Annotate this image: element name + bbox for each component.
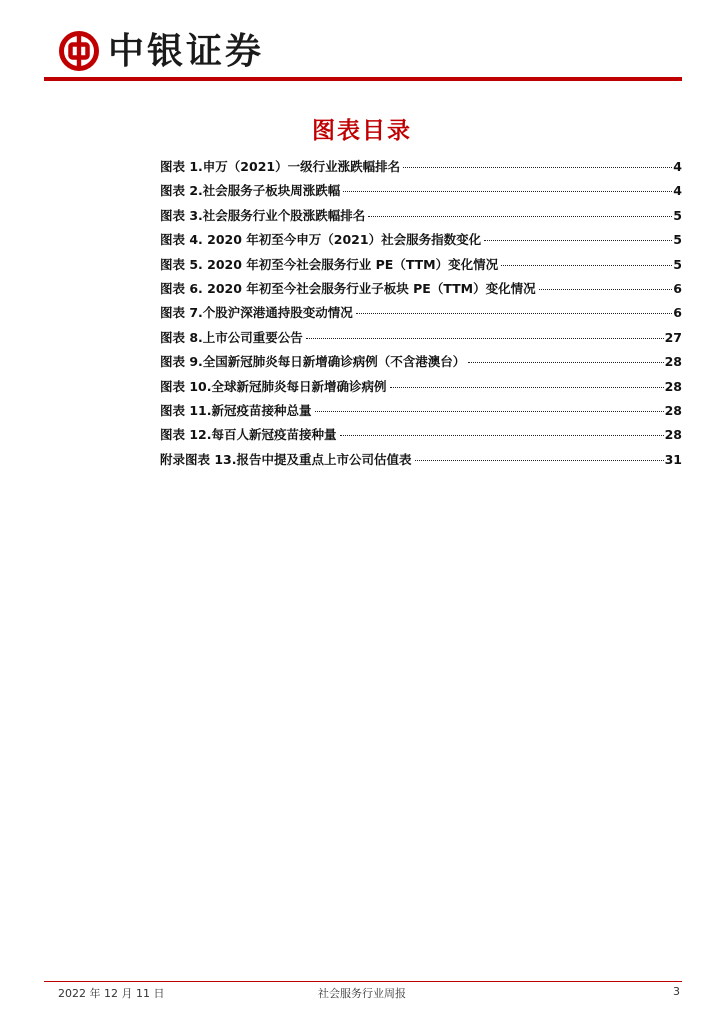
bank-of-china-logo-icon xyxy=(58,30,100,72)
toc-entry[interactable] xyxy=(160,181,682,205)
toc-entry[interactable] xyxy=(160,450,682,474)
toc-entry-page: 28 xyxy=(664,427,682,443)
toc-entry-label: 图表 11.新冠疫苗接种总量 xyxy=(160,402,312,418)
toc-title: 图表目录 xyxy=(312,118,412,144)
toc-list xyxy=(160,157,682,474)
toc-entry-label: 图表 5. 2020 年初至今社会服务行业 PE（TTM）变化情况 xyxy=(160,256,499,272)
toc-dot-leader xyxy=(501,265,672,266)
toc-entry-label: 图表 3.社会服务行业个股涨跌幅排名 xyxy=(160,207,366,223)
footer-divider xyxy=(44,981,682,982)
toc-dot-leader xyxy=(306,338,664,339)
toc-entry[interactable] xyxy=(160,255,682,279)
toc-entry-page: 4 xyxy=(673,183,682,199)
toc-entry-page: 6 xyxy=(673,280,682,296)
toc-entry-page: 28 xyxy=(664,378,682,394)
toc-entry-label: 图表 2.社会服务子板块周涨跌幅 xyxy=(160,183,341,199)
toc-dot-leader xyxy=(468,362,663,363)
toc-entry-page: 5 xyxy=(673,207,682,223)
toc-dot-leader xyxy=(368,216,672,217)
toc-entry-label: 图表 1.申万（2021）一级行业涨跌幅排名 xyxy=(160,159,401,174)
toc-entry-page: 28 xyxy=(664,354,682,370)
page-header xyxy=(58,28,264,74)
toc-entry[interactable] xyxy=(160,425,682,449)
toc-dot-leader xyxy=(343,191,672,192)
toc-entry-label: 图表 12.每百人新冠疫苗接种量 xyxy=(160,427,337,443)
toc-entry-page: 5 xyxy=(673,256,682,272)
toc-entry-label: 图表 7.个股沪深港通持股变动情况 xyxy=(160,305,353,321)
toc-dot-leader xyxy=(390,387,664,388)
toc-dot-leader xyxy=(415,460,664,461)
toc-entry-label: 图表 4. 2020 年初至今申万（2021）社会服务指数变化 xyxy=(160,232,482,248)
toc-entry-page: 31 xyxy=(664,451,682,467)
toc-dot-leader xyxy=(356,313,672,314)
footer-report-name: 社会服务行业周报 xyxy=(318,987,406,1000)
toc-entry[interactable] xyxy=(160,352,682,376)
toc-entry-page: 28 xyxy=(664,402,682,418)
brand-name: 中银证券 xyxy=(108,30,265,72)
toc-dot-leader xyxy=(403,167,672,168)
toc-entry-label: 图表 8.上市公司重要公告 xyxy=(160,329,303,345)
toc-entry[interactable] xyxy=(160,377,682,401)
header-divider xyxy=(44,77,682,81)
toc-entry-label: 图表 10.全球新冠肺炎每日新增确诊病例 xyxy=(160,378,387,394)
footer-page-number: 3 xyxy=(673,985,680,998)
toc-entry-page: 5 xyxy=(673,232,682,248)
toc-entry-page: 4 xyxy=(673,159,682,174)
toc-entry[interactable] xyxy=(160,303,682,327)
toc-dot-leader xyxy=(340,435,664,436)
toc-dot-leader xyxy=(315,411,664,412)
toc-entry[interactable] xyxy=(160,157,682,181)
toc-entry[interactable] xyxy=(160,401,682,425)
toc-entry-label: 图表 9.全国新冠肺炎每日新增确诊病例（不含港澳台） xyxy=(160,354,466,370)
toc-dot-leader xyxy=(539,289,673,290)
toc-entry[interactable] xyxy=(160,328,682,352)
toc-dot-leader xyxy=(484,240,672,241)
toc-entry[interactable] xyxy=(160,230,682,254)
toc-entry-page: 6 xyxy=(673,305,682,321)
toc-entry-page: 27 xyxy=(664,329,682,345)
footer-date: 2022 年 12 月 11 日 xyxy=(58,987,165,1000)
toc-entry[interactable] xyxy=(160,279,682,303)
toc-entry-label: 图表 6. 2020 年初至今社会服务行业子板块 PE（TTM）变化情况 xyxy=(160,280,536,296)
toc-entry-label: 附录图表 13.报告中提及重点上市公司估值表 xyxy=(160,451,412,467)
toc-entry[interactable] xyxy=(160,206,682,230)
